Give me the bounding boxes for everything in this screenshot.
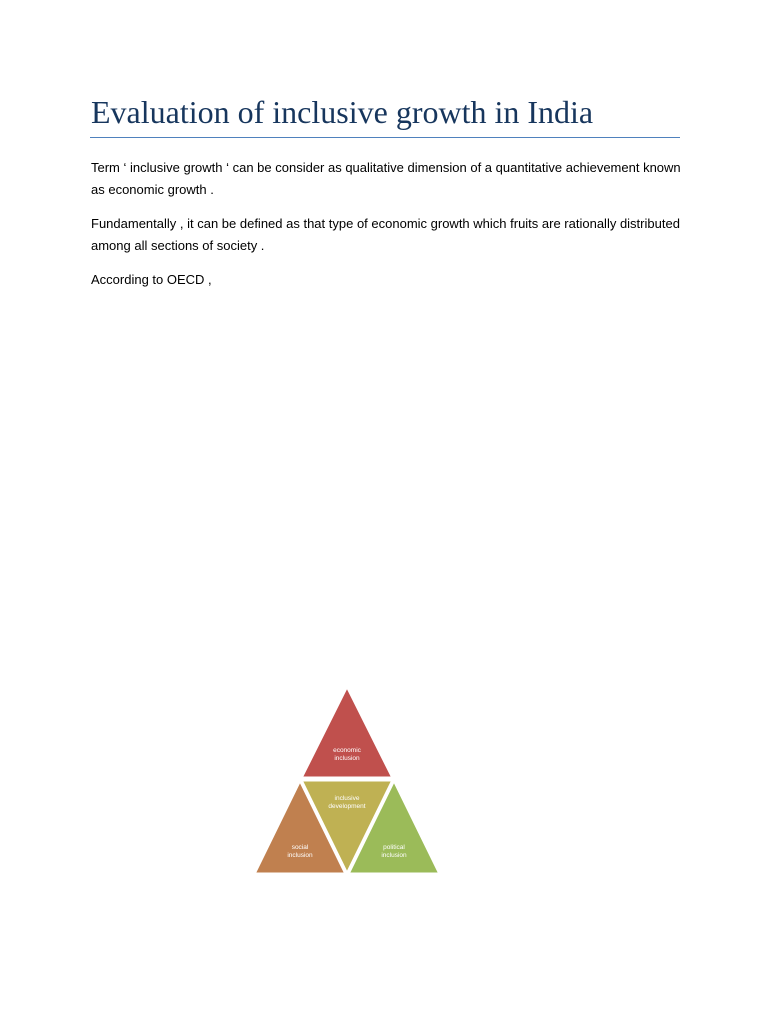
paragraph-fundamentals: Fundamentally , it can be defined as that type of economic growth which fruits are rationally distributed among all sections of society . <box>91 216 680 253</box>
page-title: Evaluation of inclusive growth in India <box>91 94 594 130</box>
triangle-economic-inclusion <box>301 686 393 778</box>
paragraph-definition: Term ‘ inclusive growth ‘ can be consider as qualitative dimension of a quantitative achievement known as economic growth . <box>91 160 681 197</box>
label-political-line1: political <box>383 844 405 851</box>
label-political-line2: inclusion <box>381 852 407 859</box>
label-social-line1: social <box>291 844 309 851</box>
title-underline <box>90 137 680 138</box>
paragraph-oecd: According to OECD , <box>91 272 212 287</box>
label-social-line2: inclusion <box>287 852 313 859</box>
label-economic-line1: economic <box>333 747 361 754</box>
label-inclusive-line1: inclusive <box>334 795 360 802</box>
label-inclusive-line2: development <box>328 803 366 810</box>
inclusion-pyramid-diagram <box>254 684 440 878</box>
label-economic-line2: inclusion <box>334 755 360 762</box>
